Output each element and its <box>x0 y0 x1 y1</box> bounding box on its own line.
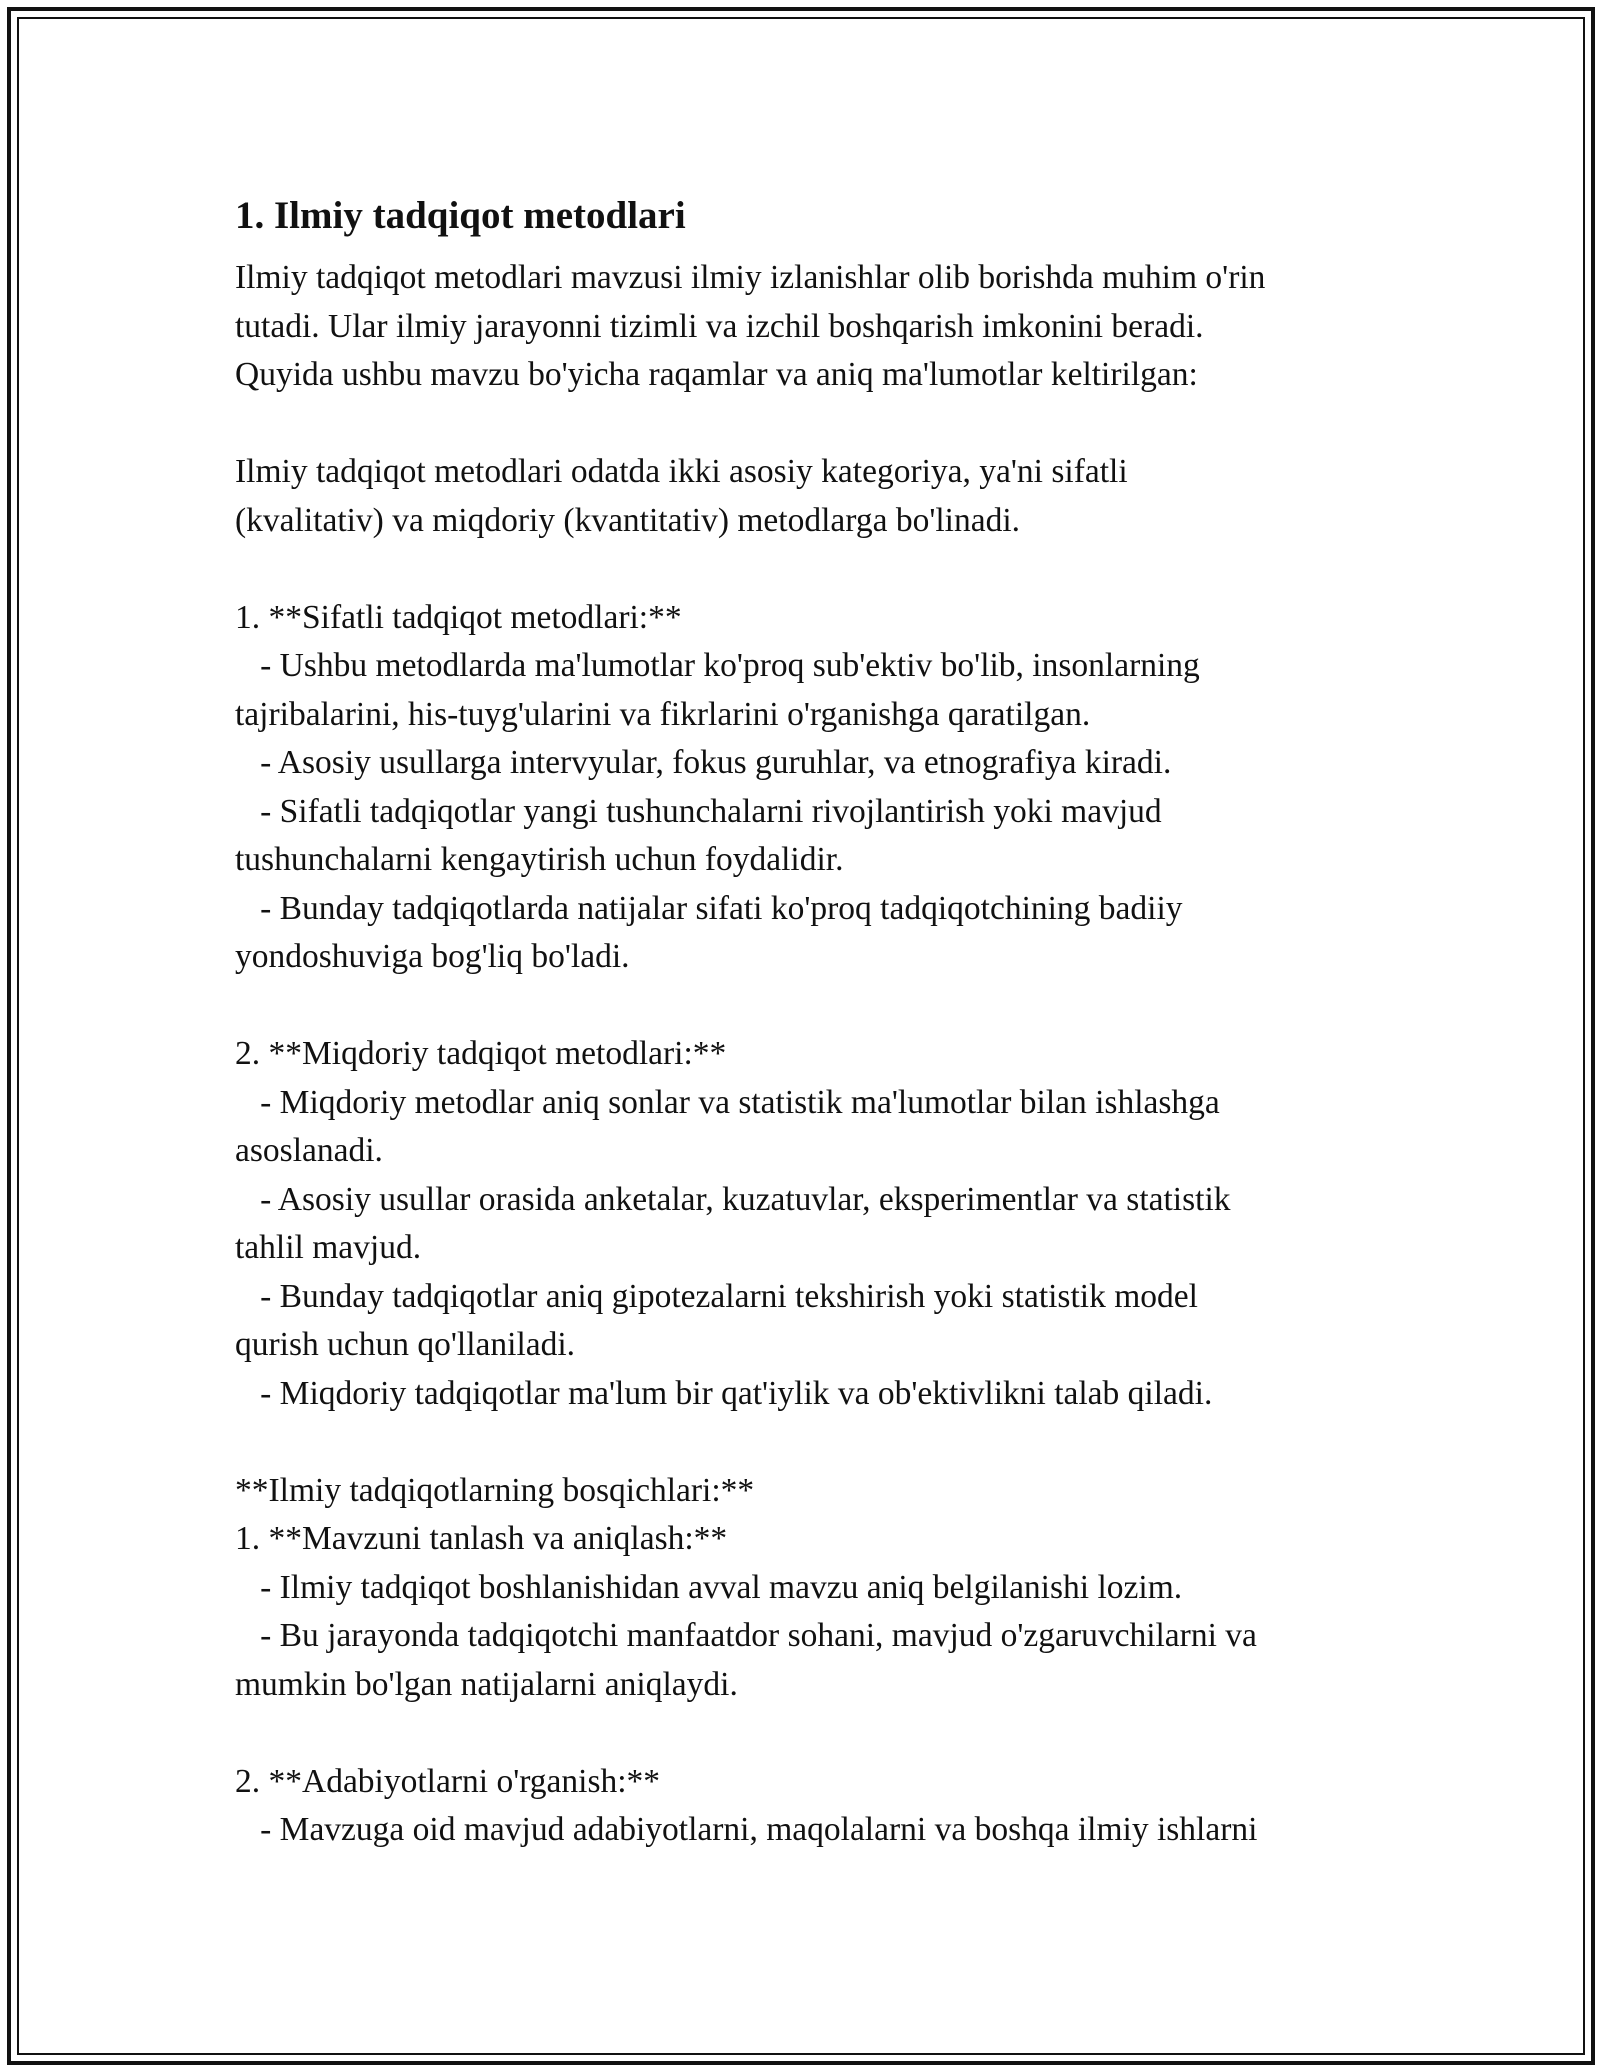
text-line: tajribalarini, his-tuyg'ularini va fikrlarini o'rganishga qaratilgan. <box>235 695 1091 733</box>
text-line: asoslanadi. <box>235 1132 383 1169</box>
list-item: - Ilmiy tadqiqot boshlanishidan avval mavzu aniq belgilanishi lozim. <box>235 1568 1183 1606</box>
list-heading: 1. **Sifatli tadqiqot metodlari:** <box>235 598 682 636</box>
list-item: - Mavzuga oid mavjud adabiyotlarni, maqolalarni va boshqa ilmiy ishlarni <box>235 1811 1258 1848</box>
list-heading: 1. **Mavzuni tanlash va aniqlash:** <box>235 1520 728 1557</box>
text-line: yondoshuviga bog'liq bo'ladi. <box>235 938 630 975</box>
text-line: tahlil mavjud. <box>235 1229 422 1266</box>
text-line: tutadi. Ular ilmiy jarayonni tizimli va izchil boshqarish imkonini beradi. <box>235 307 1204 345</box>
text-line: Ilmiy tadqiqot metodlari mavzusi ilmiy izlanishlar olib borishda muhim o'rin <box>235 259 1266 296</box>
list-item: - Miqdoriy tadqiqotlar ma'lum bir qat'iylik va ob'ektivlikni talab qiladi. <box>235 1374 1213 1412</box>
list-heading: 2. **Adabiyotlarni o'rganish:** <box>235 1762 661 1800</box>
text-line: Ilmiy tadqiqot metodlari odatda ikki asosiy kategoriya, ya'ni sifatli <box>235 453 1128 490</box>
text-line: qurish uchun qo'llaniladi. <box>235 1326 576 1363</box>
paragraph-categories <box>235 448 1395 545</box>
list-item: - Asosiy usullar orasida anketalar, kuzatuvlar, eksperimentlar va statistik <box>235 1180 1231 1218</box>
paragraph-intro <box>235 254 1395 400</box>
text-line: mumkin bo'lgan natijalarni aniqlaydi. <box>235 1665 738 1703</box>
list-item: - Bu jarayonda tadqiqotchi manfaatdor sohani, mavjud o'zgaruvchilarni va <box>235 1617 1257 1654</box>
list-item: - Bunday tadqiqotlar aniq gipotezalarni tekshirish yoki statistik model <box>235 1277 1198 1315</box>
section-literature-review <box>235 1758 1395 1855</box>
text-line: Quyida ushbu mavzu bo'yicha raqamlar va aniq ma'lumotlar keltirilgan: <box>235 356 1198 393</box>
section-research-stages <box>235 1467 1395 1710</box>
document-body <box>235 190 1395 1903</box>
list-item: - Ushbu metodlarda ma'lumotlar ko'proq sub'ektiv bo'lib, insonlarning <box>235 647 1200 684</box>
text-line: tushunchalarni kengaytirish uchun foydalidir. <box>235 841 844 878</box>
list-item: - Sifatli tadqiqotlar yangi tushunchalarni rivojlantirish yoki mavjud <box>235 792 1162 830</box>
list-item: - Asosiy usullarga intervyular, fokus guruhlar, va etnografiya kiradi. <box>235 744 1172 781</box>
list-item: - Bunday tadqiqotlarda natijalar sifati ko'proq tadqiqotchining badiiy <box>235 889 1183 927</box>
list-heading: 2. **Miqdoriy tadqiqot metodlari:** <box>235 1035 727 1072</box>
section-qualitative-methods <box>235 594 1395 982</box>
section-quantitative-methods <box>235 1030 1395 1418</box>
text-line: (kvalitativ) va miqdoriy (kvantitativ) metodlarga bo'linadi. <box>235 501 1021 539</box>
section-heading: **Ilmiy tadqiqotlarning bosqichlari:** <box>235 1471 755 1509</box>
document-title: 1. Ilmiy tadqiqot metodlari <box>235 194 686 237</box>
list-item: - Miqdoriy metodlar aniq sonlar va statistik ma'lumotlar bilan ishlashga <box>235 1083 1220 1121</box>
